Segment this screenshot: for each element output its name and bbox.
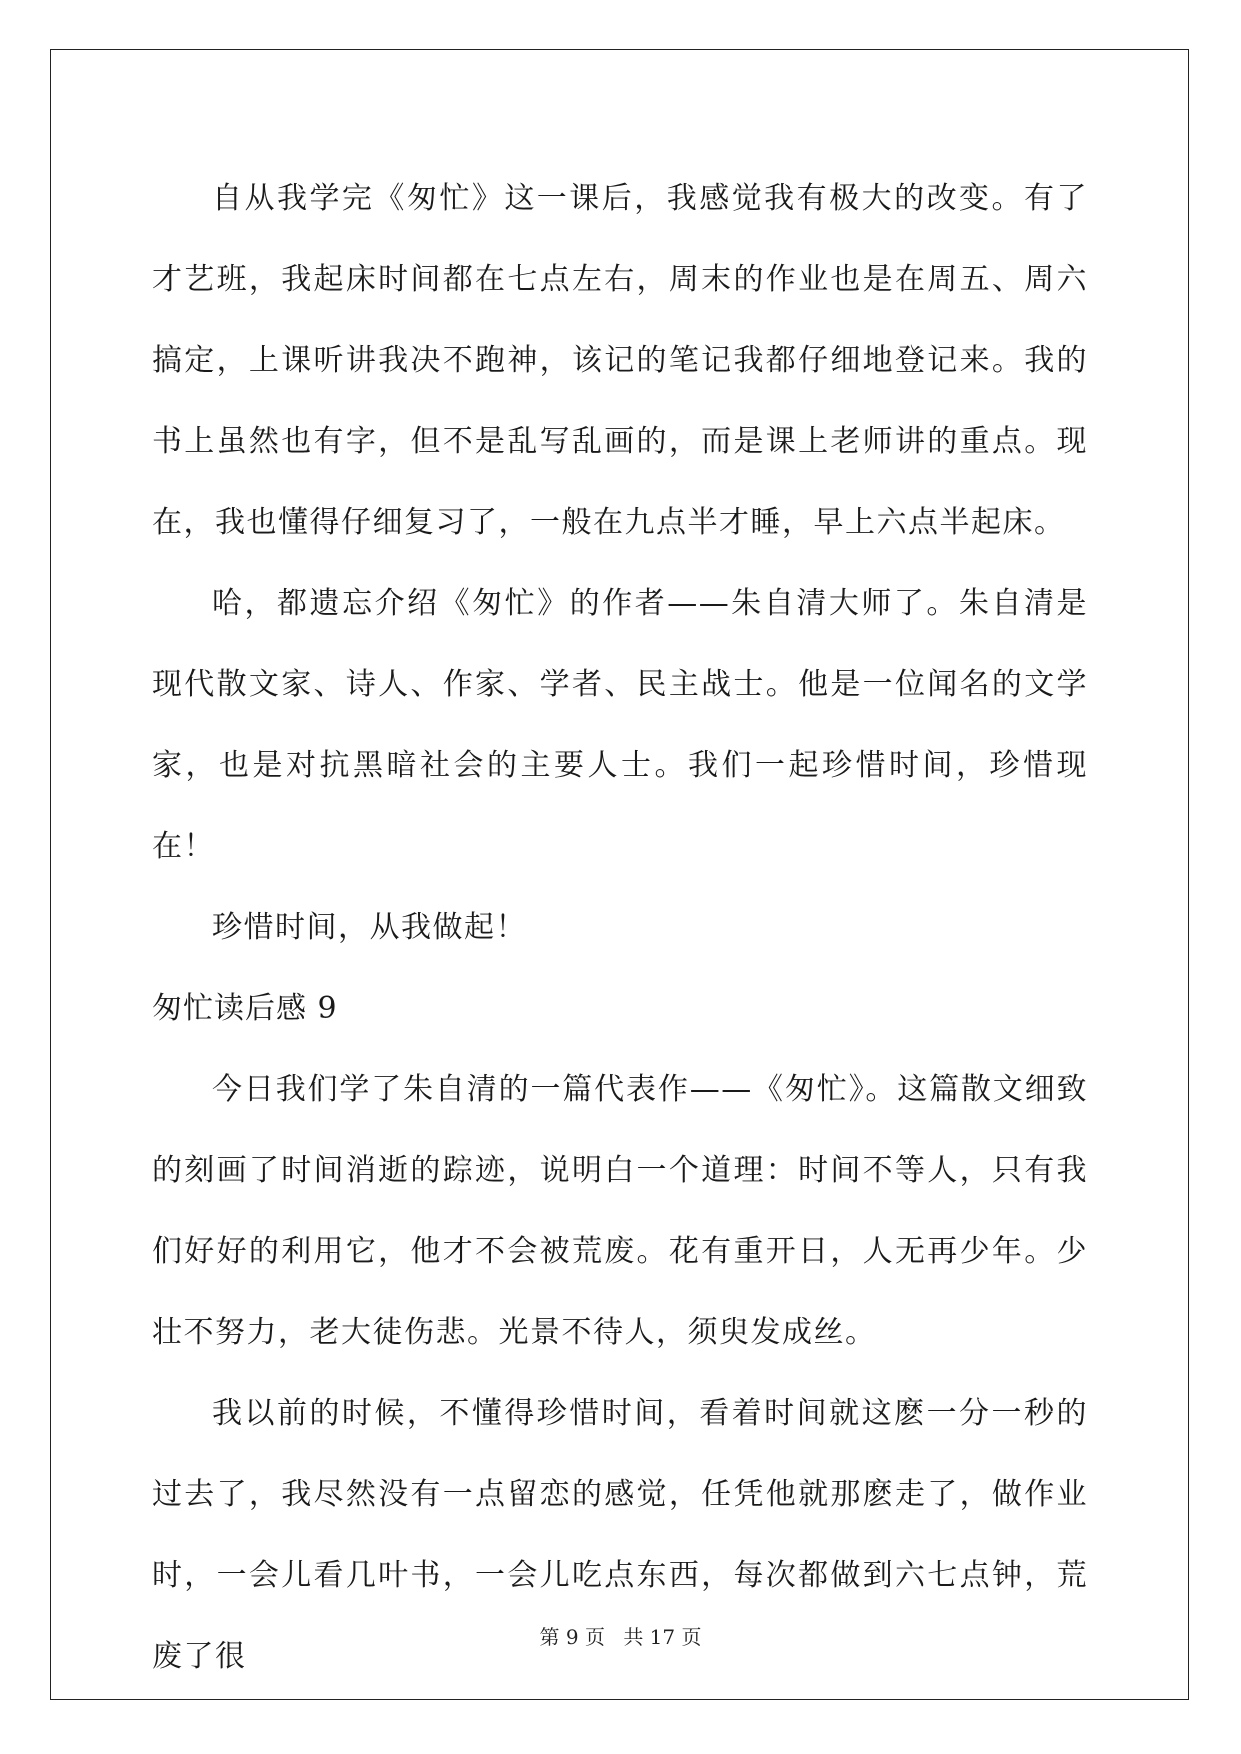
paragraph: 我以前的时候，不懂得珍惜时间，看着时间就这麽一分一秒的过去了，我尽然没有一点留恋的感觉，任凭他就那麽走了，做作业时，一会儿看几叶书，一会儿吃点东西，每次都做到六七点钟，荒废了很 xyxy=(152,1396,1088,1674)
page-total: 共 17 页 xyxy=(623,1625,702,1649)
paragraph: 哈，都遗忘介绍《匆忙》的作者——朱自清大师了。朱自清是现代散文家、诗人、作家、学者、民主战士。他是一位闻名的文学家，也是对抗黑暗社会的主要人士。我们一起珍惜时间，珍惜现在！ xyxy=(152,586,1088,864)
paragraph: 珍惜时间，从我做起！ xyxy=(212,910,527,945)
page-number: 第 9 页 xyxy=(539,1625,605,1649)
paragraph: 今日我们学了朱自清的一篇代表作——《匆忙》。这篇散文细致的刻画了时间消逝的踪迹，说明白一个道理：时间不等人，只有我们好好的利用它，他才不会被荒废。花有重开日，人无再少年。少壮不努力，老大徒伤悲。光景不待人，须臾发成丝。 xyxy=(152,1072,1088,1350)
document-body xyxy=(152,158,1088,1697)
paragraph: 自从我学完《匆忙》这一课后，我感觉我有极大的改变。有了才艺班，我起床时间都在七点左右，周末的作业也是在周五、周六搞定，上课听讲我决不跑神，该记的笔记我都仔细地登记来。我的书上虽然也有字，但不是乱写乱画的，而是课上老师讲的重点。现在，我也懂得仔细复习了，一般在九点半才睡，早上六点半起床。 xyxy=(152,181,1088,540)
page-footer xyxy=(0,1621,1241,1650)
section-heading: 匆忙读后感 9 xyxy=(152,991,338,1026)
